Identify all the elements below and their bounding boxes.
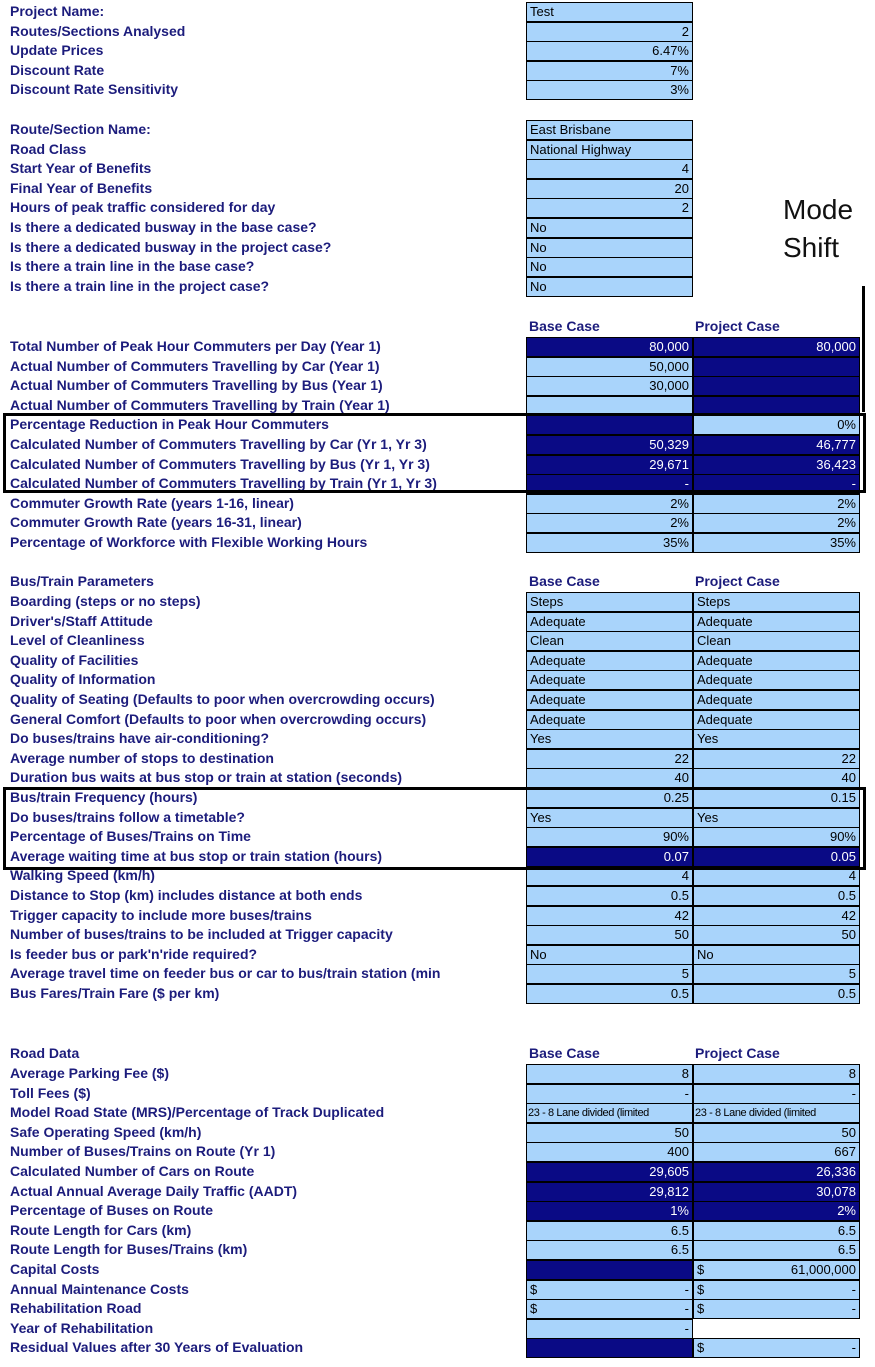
currency-symbol: $ <box>530 1281 538 1297</box>
commuter-project-cell[interactable] <box>693 357 860 377</box>
transit-row-label: Average waiting time at bus stop or train station (hours) <box>10 847 383 864</box>
road-base-cell[interactable] <box>526 1162 693 1182</box>
transit-base-cell-value: Steps <box>530 594 564 609</box>
transit-project-cell[interactable] <box>693 866 860 886</box>
road-row-label: Route Length for Cars (km) <box>10 1221 192 1238</box>
transit-section-label: Bus/Train Parameters <box>10 573 154 589</box>
transit-project-cell-value: Adequate <box>697 613 753 629</box>
transit-base-cell[interactable] <box>526 984 693 1004</box>
commuter-base-cell[interactable] <box>526 337 693 357</box>
road-project-cell[interactable] <box>693 1084 860 1104</box>
transit-project-cell[interactable] <box>693 925 860 945</box>
road-base-cell-value: 50 <box>674 1124 689 1140</box>
route-field-input[interactable] <box>526 198 693 218</box>
road-base-cell[interactable] <box>526 1240 693 1260</box>
road-base-cell[interactable] <box>526 1182 693 1202</box>
road-project-cell-value: 2% <box>837 1203 856 1219</box>
route-field-label: Start Year of Benefits <box>10 160 152 177</box>
transit-base-cell[interactable] <box>526 925 693 945</box>
route-field-label: Is there a train line in the project case? <box>10 277 270 294</box>
road-base-cell[interactable] <box>526 1260 693 1280</box>
commuters-project-case-header: Project Case <box>695 318 780 334</box>
route-field-label: Is there a dedicated busway in the base case? <box>10 219 317 235</box>
transit-base-cell-value: Adequate <box>530 613 586 629</box>
route-field-input-value: 4 <box>681 161 689 177</box>
commuter-project-cell[interactable] <box>693 435 860 455</box>
road-row-label: Route Length for Buses/Trains (km) <box>10 1241 248 1258</box>
commuter-project-cell[interactable] <box>693 513 860 533</box>
transit-base-cell[interactable] <box>526 906 693 926</box>
transit-project-cell-value: 0.5 <box>837 986 856 1001</box>
road-row-label: Capital Costs <box>10 1261 100 1277</box>
road-project-cell-value: 50 <box>841 1124 856 1140</box>
commuter-row-label: Calculated Number of Commuters Travelling by Bus (Yr 1, Yr 3) <box>10 455 430 472</box>
commuter-project-cell-value: 35% <box>829 535 856 550</box>
road-project-cell[interactable] <box>693 1240 860 1260</box>
project-field-input[interactable] <box>526 2 693 22</box>
road-base-cell[interactable] <box>526 1103 693 1123</box>
commuter-project-cell[interactable] <box>693 494 860 514</box>
road-row-label: Number of Buses/Trains on Route (Yr 1) <box>10 1143 276 1160</box>
commuter-project-cell-value: 36,423 <box>816 456 856 472</box>
transit-project-cell[interactable] <box>693 964 860 984</box>
transit-project-cell-value: Yes <box>697 809 719 825</box>
transit-project-cell[interactable] <box>693 886 860 906</box>
road-base-cell[interactable] <box>526 1123 693 1143</box>
route-field-input-value: No <box>530 239 547 255</box>
transit-row-label: Boarding (steps or no steps) <box>10 593 201 609</box>
commuter-row-label: Actual Number of Commuters Travelling by Bus (Year 1) <box>10 377 383 394</box>
commuter-base-cell[interactable] <box>526 455 693 475</box>
commuter-project-cell[interactable] <box>693 396 860 416</box>
road-project-cell[interactable] <box>693 1123 860 1143</box>
transit-project-cell-value: 0.5 <box>837 888 856 903</box>
route-field-label: Road Class <box>10 140 87 157</box>
project-field-label: Routes/Sections Analysed <box>10 22 186 39</box>
road-project-cell-value: - <box>851 1085 856 1101</box>
commuter-base-cell-value: 50,329 <box>649 437 689 452</box>
road-base-cell[interactable] <box>526 1338 693 1358</box>
route-field-input[interactable] <box>526 120 693 140</box>
commuter-row-label: Calculated Number of Commuters Travelling by Car (Yr 1, Yr 3) <box>10 436 427 452</box>
project-field-input[interactable] <box>526 61 693 81</box>
mode-shift-annotation-line1: Mode <box>783 194 854 225</box>
transit-base-cell-value: Yes <box>530 809 552 825</box>
road-base-cell[interactable] <box>526 1221 693 1241</box>
transit-project-cell[interactable] <box>693 945 860 965</box>
route-field-label: Hours of peak traffic considered for day <box>10 199 276 216</box>
project-field-label: Discount Rate <box>10 61 105 78</box>
transit-project-cell[interactable] <box>693 827 860 847</box>
transit-project-cell-value: Yes <box>697 731 719 747</box>
route-field-input[interactable] <box>526 218 693 238</box>
transit-row-label: Quality of Information <box>10 671 156 688</box>
project-field-input[interactable] <box>526 22 693 42</box>
currency-symbol: $ <box>530 1301 538 1317</box>
road-base-cell-value: 1% <box>670 1203 689 1219</box>
transit-base-cell-value: 5 <box>681 966 689 982</box>
commuter-row-label: Actual Number of Commuters Travelling by Car (Year 1) <box>10 357 380 374</box>
road-base-cell-value: 6.5 <box>670 1242 689 1258</box>
transit-row-label: Distance to Stop (km) includes distance at both ends <box>10 887 363 903</box>
transit-base-cell-value: 40 <box>674 770 689 786</box>
road-project-cell-value: 8 <box>848 1066 856 1081</box>
road-base-case-header: Base Case <box>529 1045 600 1061</box>
route-field-input-value: No <box>530 278 547 294</box>
road-base-cell-value: 8 <box>681 1066 689 1081</box>
commuter-base-cell-value: 2% <box>670 495 689 511</box>
route-field-input[interactable] <box>526 159 693 179</box>
project-field-label: Discount Rate Sensitivity <box>10 81 179 98</box>
transit-row-label: Do buses/trains follow a timetable? <box>10 808 245 825</box>
transit-project-cell[interactable] <box>693 651 860 671</box>
road-project-cell-value: - <box>851 1281 856 1297</box>
transit-project-cell[interactable] <box>693 729 860 749</box>
route-field-input[interactable] <box>526 179 693 199</box>
commuter-base-cell[interactable] <box>526 376 693 396</box>
road-base-cell-value: 6.5 <box>670 1222 689 1238</box>
commuter-base-cell-value: - <box>684 476 689 492</box>
road-project-cell-value: - <box>851 1301 856 1317</box>
mode-shift-annotation-line2: Shift <box>783 232 840 263</box>
project-field-label: Update Prices <box>10 42 104 59</box>
transit-row-label: Do buses/trains have air-conditioning? <box>10 730 270 747</box>
commuter-project-cell-value: 0% <box>837 417 856 433</box>
transit-row-label: Bus/train Frequency (hours) <box>10 789 198 805</box>
commuter-project-cell-value: - <box>851 476 856 492</box>
road-project-cell[interactable] <box>693 1142 860 1162</box>
road-project-cell[interactable] <box>693 1299 860 1319</box>
transit-base-cell[interactable] <box>526 768 693 788</box>
transit-base-cell-value: 22 <box>674 750 689 766</box>
road-project-case-header: Project Case <box>695 1045 780 1061</box>
transit-project-cell-value: 50 <box>841 927 856 943</box>
transit-base-cell[interactable] <box>526 631 693 651</box>
route-field-input-value: 20 <box>674 180 689 196</box>
road-row-label: Rehabilitation Road <box>10 1300 142 1317</box>
commuter-row-label: Total Number of Peak Hour Commuters per Day (Year 1) <box>10 338 381 354</box>
road-base-cell-value: 29,605 <box>649 1164 689 1179</box>
road-section-label: Road Data <box>10 1045 80 1061</box>
transit-base-cell-value: Adequate <box>530 692 586 707</box>
commuter-project-cell[interactable] <box>693 415 860 435</box>
transit-base-cell-value: 0.25 <box>663 790 689 805</box>
road-row-label: Toll Fees ($) <box>10 1084 91 1101</box>
transit-project-cell[interactable] <box>693 631 860 651</box>
project-field-input[interactable] <box>526 80 693 100</box>
transit-base-cell[interactable] <box>526 612 693 632</box>
road-row-label: Average Parking Fee ($) <box>10 1065 169 1081</box>
transit-project-cell[interactable] <box>693 749 860 769</box>
road-base-cell-value: - <box>684 1301 689 1317</box>
road-row-label: Actual Annual Average Daily Traffic (AADT) <box>10 1182 298 1199</box>
commuter-project-cell[interactable] <box>693 376 860 396</box>
road-base-cell-value: - <box>684 1085 689 1101</box>
road-row-label: Safe Operating Speed (km/h) <box>10 1123 202 1140</box>
transit-base-case-header: Base Case <box>529 573 600 589</box>
route-field-label: Is there a train line in the base case? <box>10 258 255 275</box>
transit-project-cell-value: Adequate <box>697 652 753 668</box>
commuter-base-cell[interactable] <box>526 435 693 455</box>
transit-base-cell[interactable] <box>526 710 693 730</box>
road-base-cell[interactable] <box>526 1319 693 1339</box>
commuter-base-cell-value: 80,000 <box>649 339 689 354</box>
commuter-project-cell[interactable] <box>693 337 860 357</box>
road-project-cell[interactable] <box>693 1201 860 1221</box>
transit-base-cell[interactable] <box>526 827 693 847</box>
commuter-base-cell[interactable] <box>526 357 693 377</box>
commuter-project-cell-value: 46,777 <box>816 437 856 452</box>
transit-row-label: Is feeder bus or park'n'ride required? <box>10 945 258 962</box>
transit-project-cell[interactable] <box>693 808 860 828</box>
commuters-base-case-header: Base Case <box>529 318 600 334</box>
commuter-base-cell[interactable] <box>526 533 693 553</box>
road-project-cell[interactable] <box>693 1064 860 1084</box>
road-project-cell-value: 6.5 <box>837 1242 856 1258</box>
commuter-base-cell[interactable] <box>526 474 693 494</box>
project-field-input-value: 2 <box>681 23 689 39</box>
transit-base-cell-value: 50 <box>674 927 689 943</box>
transit-base-cell[interactable] <box>526 690 693 710</box>
road-project-cell-value: 61,000,000 <box>790 1262 856 1277</box>
project-field-input[interactable] <box>526 41 693 61</box>
route-field-input[interactable] <box>526 277 693 297</box>
route-field-input[interactable] <box>526 257 693 277</box>
commuter-row-label: Actual Number of Commuters Travelling by Train (Year 1) <box>10 396 390 413</box>
transit-project-cell-value: 22 <box>841 750 856 766</box>
transit-project-case-header: Project Case <box>695 573 780 589</box>
transit-project-cell-value: Adequate <box>697 672 753 688</box>
transit-base-cell-value: No <box>530 946 547 962</box>
commuter-base-cell[interactable] <box>526 494 693 514</box>
transit-row-label: Driver's/Staff Attitude <box>10 612 153 629</box>
road-row-label: Model Road State (MRS)/Percentage of Track Duplicated <box>10 1104 385 1121</box>
transit-base-cell-value: 0.5 <box>670 986 689 1001</box>
road-base-cell[interactable] <box>526 1201 693 1221</box>
transit-base-cell-value: 4 <box>681 868 689 884</box>
road-base-cell-value: 23 - 8 Lane divided (limited <box>528 1107 649 1120</box>
transit-base-cell[interactable] <box>526 670 693 690</box>
transit-project-cell[interactable] <box>693 710 860 730</box>
transit-base-cell-value: Adequate <box>530 652 586 668</box>
commuter-row-label: Percentage of Workforce with Flexible Working Hours <box>10 534 368 550</box>
road-row-label: Percentage of Buses on Route <box>10 1202 214 1219</box>
transit-project-cell-value: Steps <box>697 594 731 609</box>
transit-base-cell-value: Clean <box>530 633 564 649</box>
transit-project-cell-value: 0.15 <box>830 790 856 805</box>
project-field-input-value: 3% <box>670 82 689 98</box>
road-project-cell-value: - <box>851 1340 856 1356</box>
road-project-cell[interactable] <box>693 1182 860 1202</box>
commuter-project-cell[interactable] <box>693 533 860 553</box>
commuter-row-label: Commuter Growth Rate (years 1-16, linear) <box>10 494 294 511</box>
transit-project-cell[interactable] <box>693 690 860 710</box>
route-field-input-value: No <box>530 259 547 275</box>
transit-base-cell[interactable] <box>526 729 693 749</box>
commuter-project-cell-value: 2% <box>837 515 856 531</box>
transit-project-cell[interactable] <box>693 788 860 808</box>
commuter-row-label: Calculated Number of Commuters Travelling by Train (Yr 1, Yr 3) <box>10 475 437 492</box>
commuter-base-cell[interactable] <box>526 513 693 533</box>
transit-row-label: Bus Fares/Train Fare ($ per km) <box>10 985 220 1001</box>
road-base-cell[interactable] <box>526 1084 693 1104</box>
road-project-cell[interactable] <box>693 1221 860 1241</box>
commuter-base-cell[interactable] <box>526 396 693 416</box>
transit-project-cell[interactable] <box>693 984 860 1004</box>
road-project-cell[interactable] <box>693 1260 860 1280</box>
currency-symbol: $ <box>697 1262 705 1277</box>
transit-project-cell-value: Adequate <box>697 692 753 707</box>
road-project-cell-value: 30,078 <box>816 1183 856 1199</box>
transit-project-cell[interactable] <box>693 906 860 926</box>
road-row-label: Residual Values after 30 Years of Evaluation <box>10 1339 304 1356</box>
road-row-label: Annual Maintenance Costs <box>10 1280 189 1297</box>
project-field-input-value: Test <box>530 4 554 19</box>
transit-row-label: Duration bus waits at bus stop or train at station (seconds) <box>10 769 403 786</box>
transit-base-cell[interactable] <box>526 847 693 867</box>
transit-base-cell[interactable] <box>526 592 693 612</box>
transit-row-label: Quality of Facilities <box>10 651 139 668</box>
transit-row-label: Average travel time on feeder bus or car to bus/train station (min <box>10 965 441 982</box>
commuter-row-label: Commuter Growth Rate (years 16-31, linear) <box>10 514 302 531</box>
route-field-input-value: East Brisbane <box>530 122 611 137</box>
route-field-input[interactable] <box>526 238 693 258</box>
transit-project-cell[interactable] <box>693 592 860 612</box>
road-base-cell-value: - <box>684 1281 689 1297</box>
transit-base-cell-value: 0.5 <box>670 888 689 903</box>
road-row-label: Calculated Number of Cars on Route <box>10 1163 255 1179</box>
annotation-vertical-line <box>862 286 865 412</box>
project-field-label: Project Name: <box>10 3 105 19</box>
commuter-project-cell-value: 80,000 <box>816 339 856 354</box>
road-base-cell-value: - <box>684 1320 689 1336</box>
currency-symbol: $ <box>697 1301 705 1317</box>
transit-base-cell[interactable] <box>526 788 693 808</box>
commuter-project-cell-value: 2% <box>837 495 856 511</box>
transit-base-cell-value: Adequate <box>530 711 586 727</box>
road-base-cell[interactable] <box>526 1064 693 1084</box>
transit-base-cell-value: 0.07 <box>663 848 689 864</box>
road-project-cell[interactable] <box>693 1338 860 1358</box>
transit-row-label: Trigger capacity to include more buses/trains <box>10 906 312 923</box>
transit-project-cell-value: No <box>697 946 714 962</box>
transit-project-cell[interactable] <box>693 847 860 867</box>
transit-row-label: Percentage of Buses/Trains on Time <box>10 828 251 845</box>
road-base-cell[interactable] <box>526 1299 693 1319</box>
commuter-base-cell-value: 2% <box>670 515 689 531</box>
transit-row-label: Quality of Seating (Defaults to poor when overcrowding occurs) <box>10 691 435 707</box>
route-field-label: Route/Section Name: <box>10 121 151 137</box>
project-field-input-value: 6.47% <box>652 43 689 59</box>
road-base-cell[interactable] <box>526 1280 693 1300</box>
transit-project-cell-value: 4 <box>848 868 856 884</box>
transit-project-cell[interactable] <box>693 612 860 632</box>
commuter-base-cell-value: 30,000 <box>649 378 689 394</box>
transit-project-cell-value: 42 <box>841 907 856 923</box>
transit-base-cell[interactable] <box>526 651 693 671</box>
commuter-row-label: Percentage Reduction in Peak Hour Commuters <box>10 416 329 433</box>
transit-base-cell[interactable] <box>526 808 693 828</box>
transit-row-label: Average number of stops to destination <box>10 749 274 766</box>
transit-base-cell[interactable] <box>526 866 693 886</box>
transit-project-cell-value: Adequate <box>697 711 753 727</box>
road-base-cell-value: 400 <box>667 1144 689 1160</box>
currency-symbol: $ <box>697 1281 705 1297</box>
transit-project-cell-value: 40 <box>841 770 856 786</box>
currency-symbol: $ <box>697 1340 705 1356</box>
road-project-cell[interactable] <box>693 1280 860 1300</box>
route-field-input-value: National Highway <box>530 141 632 157</box>
transit-base-cell-value: Adequate <box>530 672 586 688</box>
commuter-project-cell[interactable] <box>693 455 860 475</box>
road-project-cell-value: 667 <box>834 1144 856 1160</box>
road-project-cell[interactable] <box>693 1162 860 1182</box>
transit-base-cell[interactable] <box>526 886 693 906</box>
road-project-cell-value: 6.5 <box>837 1222 856 1238</box>
transit-base-cell-value: Yes <box>530 731 552 747</box>
transit-project-cell-value: Clean <box>697 633 731 649</box>
transit-project-cell-value: 90% <box>829 829 856 845</box>
project-field-input-value: 7% <box>670 62 689 78</box>
transit-row-label: Number of buses/trains to be included at Trigger capacity <box>10 926 393 943</box>
commuter-base-cell-value: 29,671 <box>649 456 689 472</box>
transit-row-label: General Comfort (Defaults to poor when overcrowding occurs) <box>10 710 427 727</box>
transit-project-cell-value: 5 <box>848 966 856 982</box>
transit-base-cell-value: 42 <box>674 907 689 923</box>
route-field-label: Final Year of Benefits <box>10 179 153 196</box>
road-base-cell[interactable] <box>526 1142 693 1162</box>
transit-base-cell[interactable] <box>526 945 693 965</box>
commuter-project-cell[interactable] <box>693 474 860 494</box>
commuter-base-cell-value: 50,000 <box>649 358 689 374</box>
transit-project-cell[interactable] <box>693 670 860 690</box>
route-field-input[interactable] <box>526 140 693 160</box>
road-project-cell[interactable] <box>693 1103 860 1123</box>
road-row-label: Year of Rehabilitation <box>10 1319 154 1336</box>
commuter-base-cell-value: 35% <box>662 535 689 550</box>
transit-project-cell[interactable] <box>693 768 860 788</box>
route-field-label: Is there a dedicated busway in the project case? <box>10 238 332 255</box>
transit-base-cell[interactable] <box>526 749 693 769</box>
transit-base-cell[interactable] <box>526 964 693 984</box>
transit-row-label: Walking Speed (km/h) <box>10 867 155 884</box>
transit-project-cell-value: 0.05 <box>830 848 856 864</box>
transit-row-label: Level of Cleanliness <box>10 632 145 649</box>
road-project-cell-value: 23 - 8 Lane divided (limited <box>695 1107 816 1120</box>
transit-base-cell-value: 90% <box>662 829 689 845</box>
road-base-cell-value: 29,812 <box>649 1183 689 1199</box>
commuter-base-cell[interactable] <box>526 415 693 435</box>
route-field-input-value: 2 <box>681 200 689 216</box>
road-project-cell-value: 26,336 <box>816 1164 856 1179</box>
route-field-input-value: No <box>530 220 547 235</box>
